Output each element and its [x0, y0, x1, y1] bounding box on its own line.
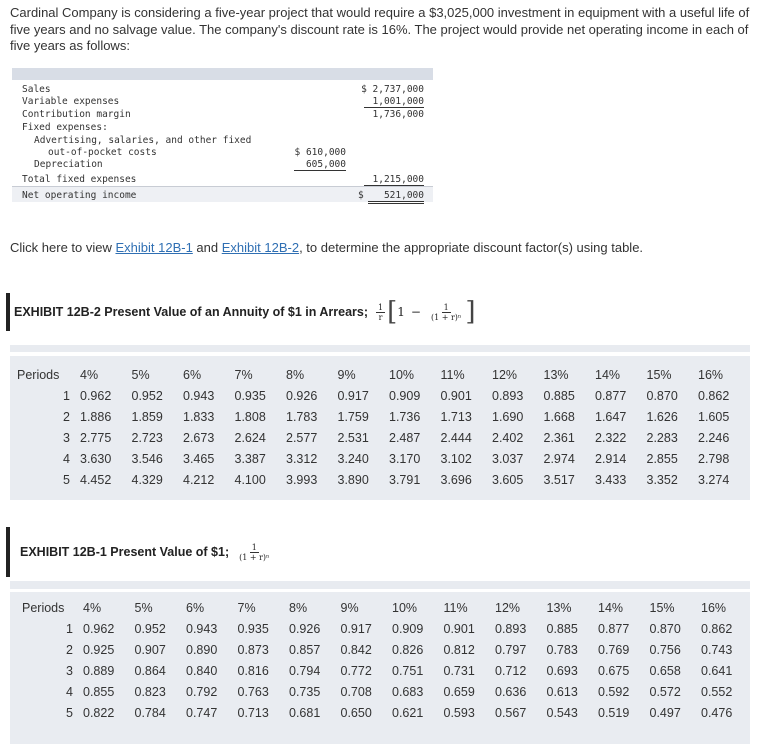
- factor-cell: 0.592: [598, 684, 630, 699]
- factor-cell: 1.647: [595, 409, 627, 424]
- factor-cell: 0.650: [340, 705, 372, 720]
- formula-minus: −: [410, 305, 421, 319]
- instructions-prefix: Click here to view: [10, 240, 116, 255]
- factor-cell: 2.402: [492, 430, 524, 445]
- factor-cell: 0.731: [443, 663, 475, 678]
- rate-header-6: 10%: [392, 600, 418, 615]
- exhibit-2-title: EXHIBIT 12B-2 Present Value of an Annuity of $1 in Arrears;: [14, 305, 369, 319]
- factor-cell: 1.605: [698, 409, 730, 424]
- factor-cell: 0.747: [186, 705, 218, 720]
- factor-cell: 0.743: [701, 642, 733, 657]
- factor-cell: 0.572: [649, 684, 681, 699]
- factor-cell: 0.683: [392, 684, 424, 699]
- factor-cell: 0.935: [237, 621, 269, 636]
- contribution-margin-label: Contribution margin: [22, 109, 131, 120]
- exhibit-1-table: [22, 597, 753, 723]
- factor-cell: 0.917: [340, 621, 372, 636]
- formula-right-bracket: ]: [465, 297, 476, 327]
- table-header-row: [22, 597, 753, 618]
- factor-cell: 0.641: [701, 663, 733, 678]
- formula-present-value-fraction: $\frac{1}{\text{(1 + r)ⁿ}}$: [239, 542, 270, 562]
- exhibit-2-band: [10, 345, 750, 352]
- factor-cell: 0.877: [598, 621, 630, 636]
- rate-header-10: 14%: [595, 367, 621, 382]
- exhibit-instructions: [10, 240, 643, 255]
- factor-cell: 0.870: [649, 621, 681, 636]
- factor-cell: 1.886: [80, 409, 112, 424]
- depreciation-value: 605,000: [294, 159, 346, 171]
- formula-discount-fraction: $\frac{1}{\text{(1 + r)ⁿ}}$: [430, 302, 462, 322]
- problem-statement: Cardinal Company is considering a five-year project that would require a $3,025,000 investment in equipment with a useful life of five years and no salvage value. The company's discount rate is 16%. The project would provide net operating income in each of five years as follows:: [10, 5, 750, 53]
- factor-cell: 0.772: [340, 663, 372, 678]
- period-cell: 1: [66, 621, 73, 636]
- periods-header: Periods: [17, 367, 60, 382]
- factor-cell: 3.037: [492, 451, 524, 466]
- factor-cell: 0.917: [337, 388, 369, 403]
- period-cell: 2: [66, 642, 73, 657]
- rate-header-1: 5%: [134, 600, 153, 615]
- factor-cell: 1.690: [492, 409, 524, 424]
- factor-cell: 0.763: [237, 684, 269, 699]
- instructions-middle: and: [192, 240, 222, 255]
- exhibit-2-formula: [374, 299, 476, 325]
- rate-header-3: 7%: [237, 600, 256, 615]
- factor-cell: 2.487: [389, 430, 421, 445]
- factor-cell: 0.476: [701, 705, 733, 720]
- factor-cell: 3.630: [80, 451, 112, 466]
- variable-expenses-value: 1,001,000: [364, 96, 424, 108]
- factor-cell: 1.759: [337, 409, 369, 424]
- instructions-suffix: , to determine the appropriate discount factor(s) using table.: [299, 240, 644, 255]
- factor-cell: 0.822: [83, 705, 115, 720]
- factor-cell: 2.723: [131, 430, 163, 445]
- factor-cell: 3.433: [595, 472, 627, 487]
- factor-cell: 0.636: [495, 684, 527, 699]
- factor-cell: 3.387: [234, 451, 266, 466]
- exhibit-1-formula: [235, 543, 273, 562]
- factor-cell: 3.102: [440, 451, 472, 466]
- factor-cell: 0.901: [443, 621, 475, 636]
- rate-header-4: 8%: [286, 367, 305, 382]
- factor-cell: 3.517: [543, 472, 575, 487]
- factor-cell: 0.621: [392, 705, 424, 720]
- factor-cell: 0.952: [134, 621, 166, 636]
- factor-cell: 3.696: [440, 472, 472, 487]
- factor-cell: 0.952: [131, 388, 163, 403]
- factor-cell: 2.283: [646, 430, 678, 445]
- table-row: [22, 660, 753, 681]
- factor-cell: 3.791: [389, 472, 421, 487]
- table-row: [22, 639, 753, 660]
- table-row: [17, 385, 750, 406]
- period-cell: 3: [66, 663, 73, 678]
- depreciation-label: Depreciation: [34, 159, 103, 170]
- period-cell: 1: [63, 388, 70, 403]
- rate-header-9: 13%: [546, 600, 572, 615]
- table-row: [17, 469, 750, 490]
- factor-cell: 0.543: [546, 705, 578, 720]
- factor-cell: 0.823: [134, 684, 166, 699]
- exhibit-1-accent-bar: [6, 527, 10, 577]
- advertising-label-line2: out-of-pocket costs: [48, 147, 157, 158]
- factor-cell: 0.943: [183, 388, 215, 403]
- rate-header-5: 9%: [337, 367, 356, 382]
- factor-cell: 0.613: [546, 684, 578, 699]
- factor-cell: 2.855: [646, 451, 678, 466]
- period-cell: 3: [63, 430, 70, 445]
- factor-cell: 0.497: [649, 705, 681, 720]
- factor-cell: 0.870: [646, 388, 678, 403]
- period-cell: 4: [63, 451, 70, 466]
- factor-cell: 2.322: [595, 430, 627, 445]
- factor-cell: 0.712: [495, 663, 527, 678]
- factor-cell: 0.885: [546, 621, 578, 636]
- advertising-value: $ 610,000: [294, 147, 346, 158]
- period-cell: 2: [63, 409, 70, 424]
- factor-cell: 0.962: [80, 388, 112, 403]
- factor-cell: 0.840: [186, 663, 218, 678]
- rate-header-3: 7%: [234, 367, 253, 382]
- rate-header-6: 10%: [389, 367, 415, 382]
- factor-cell: 0.552: [701, 684, 733, 699]
- rate-header-12: 16%: [698, 367, 724, 382]
- factor-cell: 0.935: [234, 388, 266, 403]
- factor-cell: 1.626: [646, 409, 678, 424]
- net-income-label: Net operating income: [22, 190, 137, 201]
- rate-header-7: 11%: [440, 367, 465, 382]
- statement-header-bar: [12, 68, 433, 80]
- factor-cell: 2.974: [543, 451, 575, 466]
- total-fixed-label: Total fixed expenses: [22, 174, 137, 185]
- factor-cell: 0.769: [598, 642, 630, 657]
- factor-cell: 0.783: [546, 642, 578, 657]
- factor-cell: 1.783: [286, 409, 318, 424]
- factor-cell: 0.708: [340, 684, 372, 699]
- factor-cell: 3.605: [492, 472, 524, 487]
- factor-cell: 2.624: [234, 430, 266, 445]
- factor-cell: 0.907: [134, 642, 166, 657]
- net-income-value: 521,000: [368, 190, 424, 204]
- table-row: [17, 427, 750, 448]
- factor-cell: 0.842: [340, 642, 372, 657]
- rate-header-4: 8%: [289, 600, 308, 615]
- factor-cell: 0.893: [492, 388, 524, 403]
- factor-cell: 2.361: [543, 430, 575, 445]
- factor-cell: 0.816: [237, 663, 269, 678]
- factor-cell: 0.567: [495, 705, 527, 720]
- formula-one: 1: [397, 305, 405, 319]
- factor-cell: 1.808: [234, 409, 266, 424]
- factor-cell: 0.593: [443, 705, 475, 720]
- factor-cell: 3.546: [131, 451, 163, 466]
- factor-cell: 0.926: [286, 388, 318, 403]
- factor-cell: 2.444: [440, 430, 472, 445]
- factor-cell: 0.893: [495, 621, 527, 636]
- factor-cell: 0.901: [440, 388, 472, 403]
- rate-header-0: 4%: [83, 600, 102, 615]
- period-cell: 4: [66, 684, 73, 699]
- contribution-margin-value: 1,736,000: [372, 109, 424, 120]
- factor-cell: 4.212: [183, 472, 215, 487]
- rate-header-2: 6%: [183, 367, 202, 382]
- formula-one-over-r: $\frac{1}{r}$: [378, 302, 384, 322]
- factor-cell: 0.659: [443, 684, 475, 699]
- factor-cell: 3.274: [698, 472, 730, 487]
- factor-cell: 0.751: [392, 663, 424, 678]
- table-header-row: [17, 364, 750, 385]
- factor-cell: 1.713: [440, 409, 472, 424]
- factor-cell: 0.784: [134, 705, 166, 720]
- rate-header-7: 11%: [443, 600, 468, 615]
- factor-cell: 0.797: [495, 642, 527, 657]
- income-statement: [12, 68, 433, 208]
- factor-cell: 2.673: [183, 430, 215, 445]
- factor-cell: 0.693: [546, 663, 578, 678]
- factor-cell: 0.885: [543, 388, 575, 403]
- factor-cell: 0.926: [289, 621, 321, 636]
- rate-header-11: 15%: [646, 367, 672, 382]
- factor-cell: 3.240: [337, 451, 369, 466]
- factor-cell: 0.658: [649, 663, 681, 678]
- table-row: [22, 681, 753, 702]
- exhibit-2-table: [17, 364, 750, 490]
- fixed-expenses-label: Fixed expenses:: [22, 122, 108, 133]
- factor-cell: 3.312: [286, 451, 318, 466]
- rate-header-0: 4%: [80, 367, 99, 382]
- rate-header-8: 12%: [495, 600, 521, 615]
- factor-cell: 0.889: [83, 663, 115, 678]
- factor-cell: 0.857: [289, 642, 321, 657]
- rate-header-5: 9%: [340, 600, 359, 615]
- factor-cell: 0.877: [595, 388, 627, 403]
- periods-header: Periods: [22, 600, 65, 615]
- factor-cell: 0.909: [389, 388, 421, 403]
- net-income-dollar: $: [358, 190, 364, 201]
- factor-cell: 1.859: [131, 409, 163, 424]
- rate-header-12: 16%: [701, 600, 727, 615]
- factor-cell: 0.792: [186, 684, 218, 699]
- exhibit-2-header: [14, 297, 476, 327]
- factor-cell: 0.962: [83, 621, 115, 636]
- factor-cell: 1.668: [543, 409, 575, 424]
- factor-cell: 2.531: [337, 430, 369, 445]
- period-cell: 5: [66, 705, 73, 720]
- formula-left-bracket: [: [387, 297, 398, 327]
- table-row: [22, 618, 753, 639]
- table-row: [17, 448, 750, 469]
- factor-cell: 3.993: [286, 472, 318, 487]
- factor-cell: 2.798: [698, 451, 730, 466]
- factor-cell: 0.519: [598, 705, 630, 720]
- sales-label: Sales: [22, 84, 51, 95]
- exhibit-1-title: EXHIBIT 12B-1 Present Value of $1;: [20, 545, 230, 559]
- rate-header-8: 12%: [492, 367, 518, 382]
- exhibit-12b-1-link[interactable]: Exhibit 12B-1: [115, 240, 193, 255]
- advertising-label-line1: Advertising, salaries, and other fixed: [34, 135, 252, 146]
- exhibit-1-header: [20, 538, 274, 566]
- sales-value: $ 2,737,000: [361, 84, 424, 95]
- factor-cell: 0.756: [649, 642, 681, 657]
- factor-cell: 0.862: [701, 621, 733, 636]
- factor-cell: 4.329: [131, 472, 163, 487]
- factor-cell: 2.577: [286, 430, 318, 445]
- factor-cell: 0.925: [83, 642, 115, 657]
- factor-cell: 0.681: [289, 705, 321, 720]
- exhibit-1-band: [10, 581, 750, 589]
- factor-cell: 0.826: [392, 642, 424, 657]
- factor-cell: 0.812: [443, 642, 475, 657]
- factor-cell: 0.735: [289, 684, 321, 699]
- factor-cell: 2.775: [80, 430, 112, 445]
- factor-cell: 3.465: [183, 451, 215, 466]
- factor-cell: 0.675: [598, 663, 630, 678]
- variable-expenses-label: Variable expenses: [22, 96, 120, 107]
- exhibit-12b-2-link[interactable]: Exhibit 12B-2: [221, 240, 300, 255]
- factor-cell: 3.890: [337, 472, 369, 487]
- total-fixed-value: 1,215,000: [364, 174, 424, 186]
- factor-cell: 1.833: [183, 409, 215, 424]
- factor-cell: 2.914: [595, 451, 627, 466]
- exhibit-2-accent-bar: [6, 293, 10, 331]
- period-cell: 5: [63, 472, 70, 487]
- rate-header-1: 5%: [131, 367, 150, 382]
- factor-cell: 0.909: [392, 621, 424, 636]
- factor-cell: 4.100: [234, 472, 266, 487]
- rate-header-10: 14%: [598, 600, 624, 615]
- factor-cell: 3.170: [389, 451, 421, 466]
- table-row: [17, 406, 750, 427]
- rate-header-11: 15%: [649, 600, 675, 615]
- rate-header-9: 13%: [543, 367, 569, 382]
- factor-cell: 0.864: [134, 663, 166, 678]
- rate-header-2: 6%: [186, 600, 205, 615]
- factor-cell: 4.452: [80, 472, 112, 487]
- factor-cell: 1.736: [389, 409, 421, 424]
- factor-cell: 0.713: [237, 705, 269, 720]
- factor-cell: 0.943: [186, 621, 218, 636]
- factor-cell: 0.855: [83, 684, 115, 699]
- factor-cell: 2.246: [698, 430, 730, 445]
- factor-cell: 3.352: [646, 472, 678, 487]
- factor-cell: 0.862: [698, 388, 730, 403]
- factor-cell: 0.794: [289, 663, 321, 678]
- factor-cell: 0.890: [186, 642, 218, 657]
- table-row: [22, 702, 753, 723]
- factor-cell: 0.873: [237, 642, 269, 657]
